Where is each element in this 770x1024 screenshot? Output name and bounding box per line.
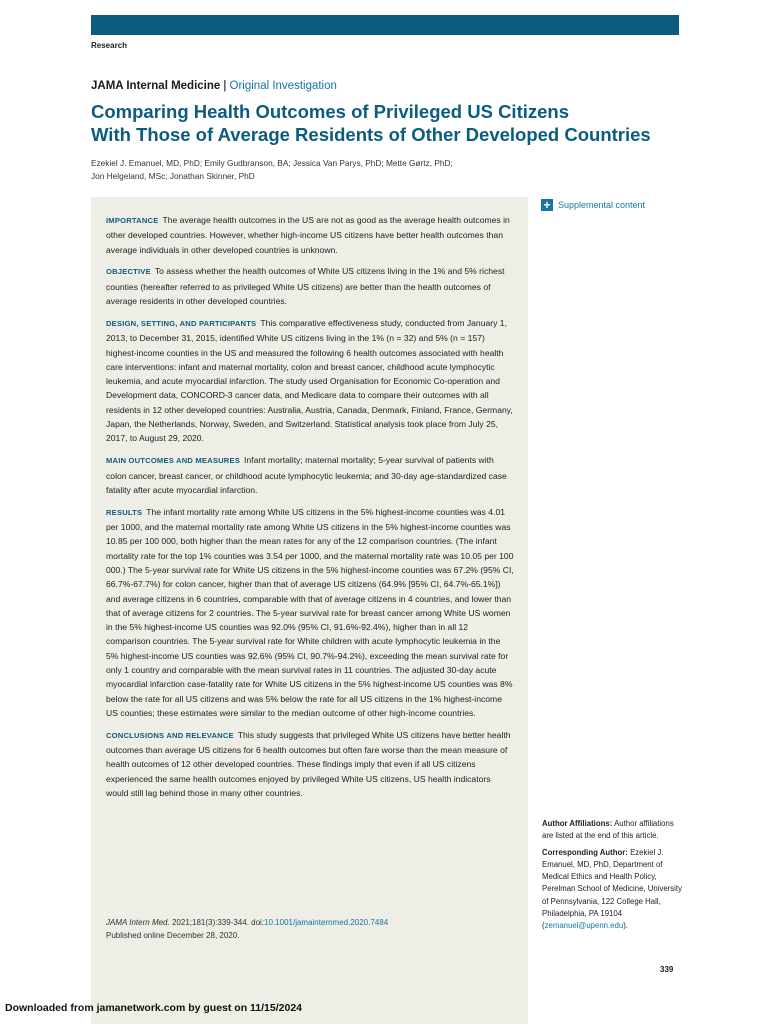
email-close: ). bbox=[623, 921, 628, 931]
abstract-heading: IMPORTANCE bbox=[106, 216, 159, 225]
download-notice: Downloaded from jamanetwork.com by guest on 11/15/2024 bbox=[5, 1002, 303, 1014]
affiliations-label: Author Affiliations: bbox=[542, 819, 613, 828]
journal-separator: | bbox=[223, 80, 227, 92]
supplemental-content-link[interactable] bbox=[541, 199, 645, 211]
abstract-heading: CONCLUSIONS AND RELEVANCE bbox=[106, 730, 234, 740]
citation-line bbox=[106, 916, 514, 929]
email-link[interactable]: zemanuel@upenn.edu bbox=[544, 921, 624, 931]
author-list bbox=[91, 157, 511, 183]
citation bbox=[106, 916, 514, 942]
abstract-section-design bbox=[106, 316, 514, 446]
abstract-text: To assess whether the health outcomes of White US citizens living in the 1% and 5% richest counties (hereafter referred to as privileged White US citizens) are better than the health outcomes of average residents in other developed countries. bbox=[106, 266, 505, 307]
journal-name: JAMA Internal Medicine bbox=[91, 80, 221, 92]
abstract-heading: RESULTS bbox=[106, 507, 143, 517]
sidebar bbox=[542, 818, 682, 937]
supplemental-label: Supplemental content bbox=[558, 200, 646, 210]
page-number: 339 bbox=[660, 965, 674, 974]
author-line: Jon Helgeland, MSc; Jonathan Skinner, PhD bbox=[91, 171, 255, 181]
article-type-link[interactable]: Original Investigation bbox=[229, 80, 337, 92]
abstract-section-objective bbox=[106, 264, 514, 308]
abstract-section-outcomes bbox=[106, 453, 514, 497]
abstract-heading: DESIGN, SETTING, AND PARTICIPANTS bbox=[106, 318, 257, 328]
abstract-section-results bbox=[106, 505, 514, 720]
corresponding-text: Ezekiel J. Emanuel, MD, PhD, Department of Medical Ethics and Health Policy, Perelman School of Medicine, University of Pennsylvania, 122 College Hall, Philadelphia, PA 19104 ( bbox=[542, 847, 682, 931]
published-date: Published online December 28, 2020. bbox=[106, 931, 240, 940]
abstract bbox=[106, 213, 514, 808]
abstract-text: This study suggests that privileged White US citizens have better health outcomes than average US citizens for 6 health outcomes but often fare worse than the mean measure of health outcomes of 12 other developed countries. These findings imply that even if all US citizens experienced the same health outcomes enjoyed by privileged White US citizens, US health indicators would still lag behind those in many other countries. bbox=[106, 729, 511, 798]
journal-line bbox=[91, 80, 337, 92]
citation-ref: 2021;181(3):339-344. doi: bbox=[171, 918, 265, 927]
abstract-text: This comparative effectiveness study, conducted from January 1, 2013, to December 31, 2015, identified White US citizens living in the 1% (n = 32) and 5% (n = 157) highest-income counties in the US and measured the following 6 health outcomes associated with health care interventions: infant and maternal mortality, colon and breast cancer, childhood acute lymphocytic leukemia, and acute myocardial infarction. The study used Organisation for Economic Co-operation and Development data, CONCORD-3 cancer data, and Medicare data to compare their outcomes with all residents in 12 other developed countries: Australia, Austria, Canada, Denmark, Finland, France, Germany, Japan, the Netherlands, Norway, Sweden, and Switzerland. Statistical analysis took place from July 25, 2017, to August 29, 2020. bbox=[106, 317, 513, 444]
doi-link[interactable]: 10.1001/jamainternmed.2020.7484 bbox=[264, 918, 389, 927]
title-line: With Those of Average Residents of Other Developed Countries bbox=[91, 124, 651, 145]
abstract-text: The infant mortality rate among White US citizens in the 5% highest-income counties was 4.01 per 1000, and the maternal mortality rate among White US citizens in the 5% highest-income counties was 10.85 per 100 000, both higher than the mean rates for any of the 12 comparison countries. (The infant mortality rate for the top 1% counties was 3.54 per 1000, and the maternal mortality rate was 10.05 per 100 000.) The 5-year survival rate for White US citizens in the 5% highest-income counties was 67.2% (95% CI, 66.7%-67.7%) for colon cancer, higher than that of average US citizens (64.9% [95% CI, 64.7%-65.1%]) and average citizens in 6 countries, comparable with that of average citizens in 4 countries, and lower than that of average citizens for 2 countries. The 5-year survival rate for breast cancer among White US women in the 5% highest-income US counties was 92.0% (95% CI, 91.6%-92.4%), higher than in all 12 comparison countries. The 5-year survival rate for White children with acute lymphocytic leukemia in the 5% highest-income US counties was 92.6% (95% CI, 90.7%-94.2%), exceeding the mean survival rate for only 1 country and comparable with the mean survival rates in 11 countries. The adjusted 30-day acute myocardial infarction case-fatality rate for White US citizens in the 5% highest-income US counties was 8% below the rate for all US citizens and was 5% below the rate for all US citizens in the 1% highest-income US counties; these estimates were similar to the median outcome of other high-income countries. bbox=[106, 506, 514, 718]
abstract-section-importance bbox=[106, 213, 514, 257]
header-bar bbox=[91, 15, 679, 35]
section-label: Research bbox=[91, 41, 128, 50]
abstract-text: Infant mortality; maternal mortality; 5-year survival of patients with colon cancer, breast cancer, or childhood acute lymphocytic leukemia; and 30-day age-standardized case fatality after acute myocardial infarction. bbox=[106, 455, 507, 495]
citation-journal: JAMA Intern Med. bbox=[106, 918, 170, 927]
author-line: Ezekiel J. Emanuel, MD, PhD; Emily Gudbranson, BA; Jessica Van Parys, PhD; Mette Gørtz, PhD; bbox=[91, 158, 453, 168]
article-title bbox=[91, 100, 691, 146]
abstract-text: The average health outcomes in the US are not as good as the average health outcomes in other developed countries. However, whether high-income US citizens have better health outcomes than average individuals in other developed countries is unknown. bbox=[106, 215, 510, 255]
corresponding-label: Corresponding Author: bbox=[542, 847, 628, 857]
abstract-heading: OBJECTIVE bbox=[106, 267, 151, 277]
corresponding-author bbox=[542, 847, 682, 933]
title-line: Comparing Health Outcomes of Privileged US Citizens bbox=[91, 101, 570, 122]
author-affiliations bbox=[542, 818, 682, 843]
abstract-heading: MAIN OUTCOMES AND MEASURES bbox=[106, 456, 241, 466]
abstract-section-conclusions bbox=[106, 728, 514, 800]
affiliations-text: Author affiliations are listed at the end of this article. bbox=[542, 819, 674, 841]
plus-icon: + bbox=[541, 199, 553, 211]
